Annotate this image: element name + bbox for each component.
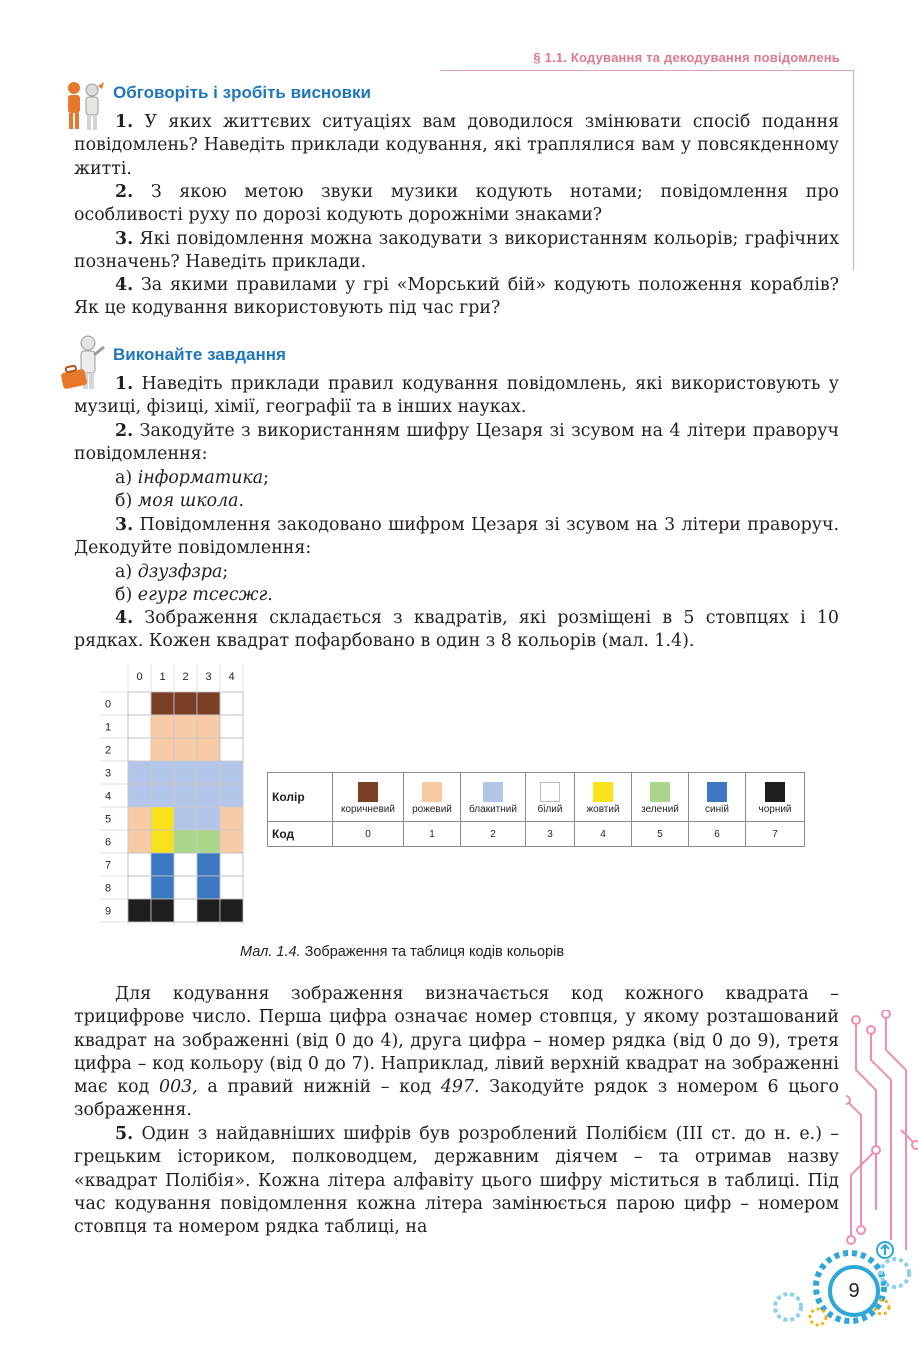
color-name: чорний: [758, 803, 792, 815]
option-word: егург тсесжг: [137, 585, 268, 605]
grid-cell: [128, 853, 151, 876]
color-row-header: Колір: [268, 773, 333, 822]
grid-cell: [220, 784, 243, 807]
grid-cell: [151, 830, 174, 853]
task-number: 2.: [115, 421, 134, 441]
grid-cell: [128, 899, 151, 922]
column-label: 2: [182, 671, 189, 683]
grid-cell: [197, 830, 220, 853]
task-5: [74, 1123, 839, 1239]
color-swatch: [707, 782, 727, 802]
row-label: 3: [104, 767, 112, 780]
color-code: 6: [689, 822, 746, 847]
body-paragraph-1: [74, 983, 839, 1123]
color-cell: [404, 773, 461, 822]
grid-cell: [151, 876, 174, 899]
color-cell: [461, 773, 526, 822]
color-code: 2: [461, 822, 526, 847]
pixel-grid: [100, 664, 250, 926]
caption-text: Зображення та таблиця кодів кольорів: [304, 944, 565, 960]
grid-cell: [151, 807, 174, 830]
discuss-item-4: [74, 274, 839, 321]
color-name: блакитний: [469, 803, 517, 815]
item-number: 3.: [115, 229, 134, 249]
running-head-rule: [440, 70, 854, 71]
section-title-discuss: Обговоріть і зробіть висновки: [113, 83, 371, 102]
option-word: дзузфзра: [137, 562, 223, 582]
task-2: [74, 420, 839, 467]
task-text: Закодуйте з використанням шифру Цезаря зі зсувом на 4 літери праворуч повідомлення:: [74, 421, 840, 465]
task-1: [74, 373, 839, 420]
color-swatch: [765, 782, 785, 802]
grid-cell: [197, 807, 220, 830]
option-label: а): [115, 468, 133, 488]
task-4: [74, 607, 839, 654]
running-head: § 1.1. Кодування та декодування повідомлень: [533, 50, 840, 65]
color-name: жовтий: [586, 803, 620, 815]
row-label: 2: [104, 744, 112, 757]
grid-cell: [128, 807, 151, 830]
example-code: 003,: [159, 1077, 198, 1098]
grid-cell: [128, 692, 151, 715]
task-text: Наведіть приклади правил кодування повідомлень, які використовують у музиці, фізиці, хімії, географії та в інших науках.: [74, 374, 840, 418]
grid-cell: [174, 876, 197, 899]
row-label: 4: [104, 790, 112, 803]
grid-cell: [128, 715, 151, 738]
grid-cell: [174, 738, 197, 761]
section-title-tasks: Виконайте завдання: [113, 345, 286, 364]
discuss-item-1: [74, 111, 839, 181]
task-text: Повідомлення закодовано шифром Цезаря зі зсувом на 3 літери праворуч. Декодуйте повідомлення:: [74, 515, 839, 559]
grid-cell: [197, 738, 220, 761]
grid-cell: [151, 738, 174, 761]
example-code: 497: [440, 1077, 475, 1098]
grid-cell: [174, 715, 197, 738]
item-number: 2.: [115, 182, 134, 202]
option-word: моя школа: [137, 491, 239, 511]
grid-cell: [151, 761, 174, 784]
row-label: 6: [104, 836, 112, 849]
grid-cell: [128, 738, 151, 761]
grid-cell: [220, 899, 243, 922]
grid-cell: [128, 830, 151, 853]
task-number: 1.: [115, 374, 134, 394]
column-label: 0: [136, 671, 143, 683]
option-punct: ;: [263, 468, 270, 488]
color-cell: [333, 773, 404, 822]
color-cell: [746, 773, 805, 822]
code-row-header: Код: [268, 822, 333, 847]
grid-cell: [174, 853, 197, 876]
color-name: синій: [705, 803, 729, 815]
grid-cell: [151, 899, 174, 922]
grid-cell: [197, 715, 220, 738]
color-swatch: [422, 782, 442, 802]
grid-cell: [197, 784, 220, 807]
grid-cell: [220, 807, 243, 830]
grid-cell: [174, 692, 197, 715]
grid-cell: [128, 876, 151, 899]
body-text: а правий нижній – код: [197, 1077, 441, 1098]
task-number: 4.: [115, 608, 134, 628]
color-code: 1: [404, 822, 461, 847]
grid-cell: [197, 899, 220, 922]
task-text: Один з найдавніших шифрів був розроблений Полібієм (ІІІ ст. до н. е.) – грецьким істориком, полководцем, державним діячем – та отримав назву «квадрат Полібія». Кожна літера алфавіту цього шифру міститься в таблиці. Під час кодування повідомлення кожна літера замінюється парою цифр – номером стовпця та номером рядка таблиці, на: [74, 1124, 839, 1238]
column-label: 1: [159, 671, 166, 683]
color-code: 3: [526, 822, 575, 847]
item-number: 4.: [115, 275, 134, 295]
item-text: У яких життєвих ситуаціях вам доводилося змінювати спосіб подання повідомлень? Наведіть приклади кодування, які траплялися вам у повсякденному житті.: [74, 112, 840, 179]
color-name: зелений: [641, 803, 679, 815]
grid-cell: [151, 692, 174, 715]
column-label: 3: [205, 671, 212, 683]
row-label: 1: [104, 721, 112, 734]
color-name: коричневий: [341, 803, 395, 815]
discuss-item-3: [74, 228, 839, 275]
color-code-table: [267, 772, 805, 847]
grid-cell: [197, 692, 220, 715]
grid-cell: [174, 899, 197, 922]
task-number: 5.: [115, 1124, 134, 1144]
color-name: рожевий: [412, 803, 452, 815]
discuss-item-2: [74, 181, 839, 228]
color-code: 5: [632, 822, 689, 847]
grid-cell: [197, 853, 220, 876]
margin-rule: [853, 70, 854, 270]
task-2-option-b: [74, 490, 839, 513]
grid-cell: [220, 692, 243, 715]
item-text: Які повідомлення можна закодувати з використанням кольорів; графічних позначень? Наведіть приклади.: [74, 229, 839, 273]
row-label: 5: [104, 813, 112, 826]
color-swatch: [540, 782, 560, 802]
color-swatch: [483, 782, 503, 802]
color-code: 0: [333, 822, 404, 847]
body-text: . Закодуйте рядок з номером 6 цього зображення.: [74, 1077, 839, 1121]
grid-cell: [174, 761, 197, 784]
grid-cell: [128, 784, 151, 807]
item-text: За якими правилами у грі «Морський бій» кодують положення кораблів? Як це кодування використовують під час гри?: [74, 275, 839, 319]
column-label: 4: [228, 671, 235, 683]
color-swatch: [593, 782, 613, 802]
task-text: Зображення складається з квадратів, які розміщені в 5 стовпцях і 10 рядках. Кожен квадрат пофарбовано в один з 8 кольорів (мал. 1.4).: [74, 608, 839, 652]
grid-cell: [174, 830, 197, 853]
row-label: 7: [104, 859, 112, 872]
task-3-option-a: [74, 561, 839, 584]
color-swatch: [650, 782, 670, 802]
grid-cell: [220, 876, 243, 899]
item-text: З якою метою звуки музики кодують нотами; повідомлення про особливості руху по дорозі кодують дорожніми знаками?: [74, 182, 839, 226]
color-cell: [575, 773, 632, 822]
grid-cell: [220, 853, 243, 876]
color-swatch: [358, 782, 378, 802]
row-label: 8: [104, 882, 112, 895]
option-label: а): [115, 562, 133, 582]
row-label: 0: [104, 698, 112, 711]
task-3: [74, 514, 839, 561]
option-word: інформатика: [137, 468, 264, 488]
grid-cell: [220, 761, 243, 784]
task-3-option-b: [74, 584, 839, 607]
body-text: Для кодування зображення визначається код кожного квадрата – трицифрове число. Перша цифра означає номер стовпця, у якому розташований квадрат на зображенні (від 0 до 4), друга цифра – номер рядка (від 0 до 9), третя цифра – код кольору (від 0 до 7). Наприклад, лівий верхній квадрат на зображенні має код: [74, 984, 839, 1098]
grid-cell: [220, 738, 243, 761]
option-punct: ;: [222, 562, 229, 582]
color-name: білий: [537, 803, 563, 815]
option-punct: .: [267, 585, 273, 605]
option-label: б): [115, 585, 133, 605]
figure-caption: [240, 944, 564, 960]
grid-cell: [197, 876, 220, 899]
color-cell: [689, 773, 746, 822]
grid-cell: [174, 807, 197, 830]
color-code: 4: [575, 822, 632, 847]
grid-cell: [220, 715, 243, 738]
option-punct: .: [238, 491, 245, 511]
grid-cell: [151, 853, 174, 876]
color-code: 7: [746, 822, 805, 847]
grid-cell: [174, 784, 197, 807]
color-cell: [632, 773, 689, 822]
grid-cell: [128, 761, 151, 784]
grid-cell: [151, 715, 174, 738]
task-2-option-a: [74, 467, 839, 490]
grid-cell: [197, 761, 220, 784]
grid-cell: [220, 830, 243, 853]
task-number: 3.: [115, 515, 134, 535]
row-label: 9: [104, 905, 112, 918]
page-number: 9: [828, 1265, 880, 1317]
item-number: 1.: [115, 112, 134, 132]
caption-label: Мал. 1.4.: [240, 944, 301, 960]
option-label: б): [115, 491, 133, 511]
color-cell: [526, 773, 575, 822]
pixel-grid-figure: [100, 664, 250, 930]
grid-cell: [151, 784, 174, 807]
